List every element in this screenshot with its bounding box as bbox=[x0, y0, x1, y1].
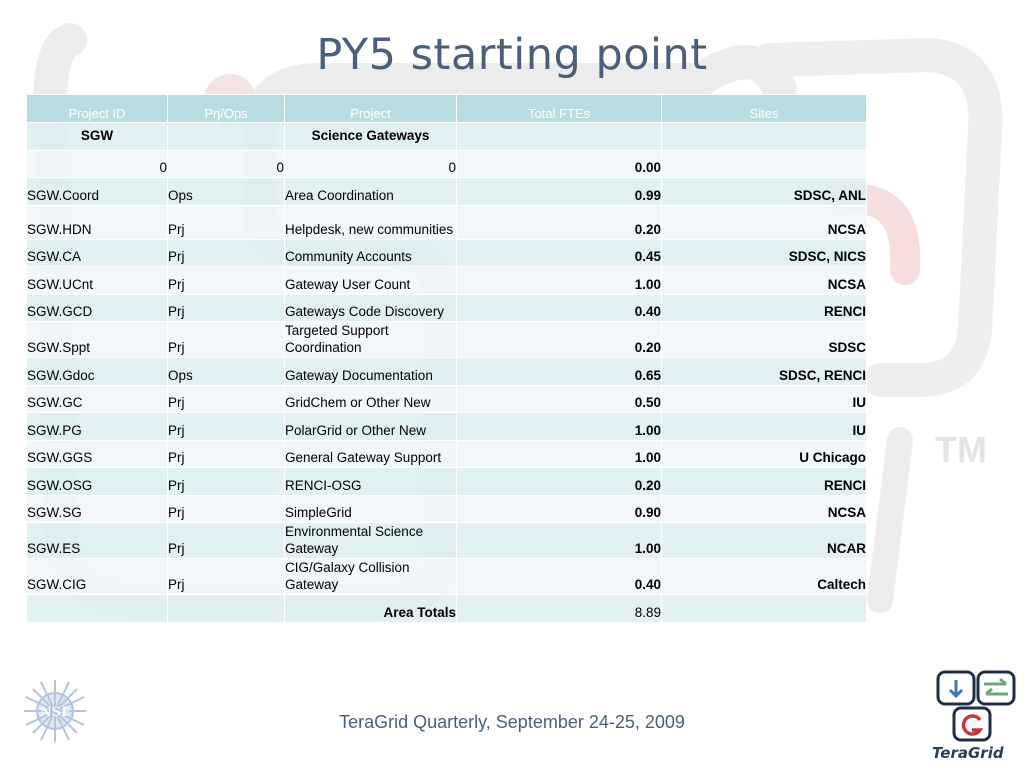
table-header bbox=[27, 95, 867, 123]
table-row: SGW.GGS Prj General Gateway Support 1.00 U Chicago bbox=[27, 440, 867, 468]
zero-row: 0 0 0 0.00 bbox=[27, 150, 867, 178]
nsf-logo-text: NSF bbox=[39, 705, 71, 720]
nsf-logo bbox=[20, 676, 90, 746]
header-prj-ops: Prj/Ops bbox=[168, 95, 285, 123]
table-row: SGW.GCD Prj Gateways Code Discovery 0.40 RENCI bbox=[27, 294, 867, 322]
header-project: Project bbox=[285, 95, 457, 123]
table-row: SGW.OSG Prj RENCI-OSG 0.20 RENCI bbox=[27, 468, 867, 496]
table-row: SGW.ES Prj Environmental Science Gateway 1.00 NCAR bbox=[27, 523, 867, 559]
table-row: SGW.Gdoc Ops Gateway Documentation 0.65 SDSC, RENCI bbox=[27, 358, 867, 386]
header-total-ftes: Total FTEs bbox=[457, 95, 662, 123]
table-row: SGW.PG Prj PolarGrid or Other New 1.00 IU bbox=[27, 413, 867, 441]
table-row: SGW.Sppt Prj Targeted Support Coordination 0.20 SDSC bbox=[27, 322, 867, 358]
table-row: SGW.GC Prj GridChem or Other New 0.50 IU bbox=[27, 385, 867, 413]
totals-label: Area Totals bbox=[285, 595, 457, 623]
group-id: SGW bbox=[27, 123, 168, 151]
table-row: SGW.SG Prj SimpleGrid 0.90 NCSA bbox=[27, 495, 867, 523]
header-sites: Sites bbox=[662, 95, 867, 123]
table-row: SGW.CA Prj Community Accounts 0.45 SDSC, NICS bbox=[27, 239, 867, 267]
teragrid-logo-text: TeraGrid bbox=[932, 744, 1004, 762]
tm-mark: TM bbox=[935, 429, 987, 470]
group-project: Science Gateways bbox=[285, 123, 457, 151]
table-row: SGW.CIG Prj CIG/Galaxy Collision Gateway 0.40 Caltech bbox=[27, 559, 867, 595]
table-row: SGW.Coord Ops Area Coordination 0.99 SDSC, ANL bbox=[27, 178, 867, 206]
page-title: PY5 starting point bbox=[316, 30, 708, 80]
totals-value: 8.89 bbox=[457, 595, 662, 623]
totals-row bbox=[27, 595, 867, 623]
header-project-id: Project ID bbox=[27, 95, 168, 123]
table-row: SGW.UCnt Prj Gateway User Count 1.00 NCSA bbox=[27, 267, 867, 295]
group-row bbox=[27, 123, 867, 151]
footer-text: TeraGrid Quarterly, September 24-25, 2009 bbox=[339, 712, 685, 732]
table-row: SGW.HDN Prj Helpdesk, new communities 0.20 NCSA bbox=[27, 205, 867, 239]
fte-table bbox=[26, 94, 867, 623]
